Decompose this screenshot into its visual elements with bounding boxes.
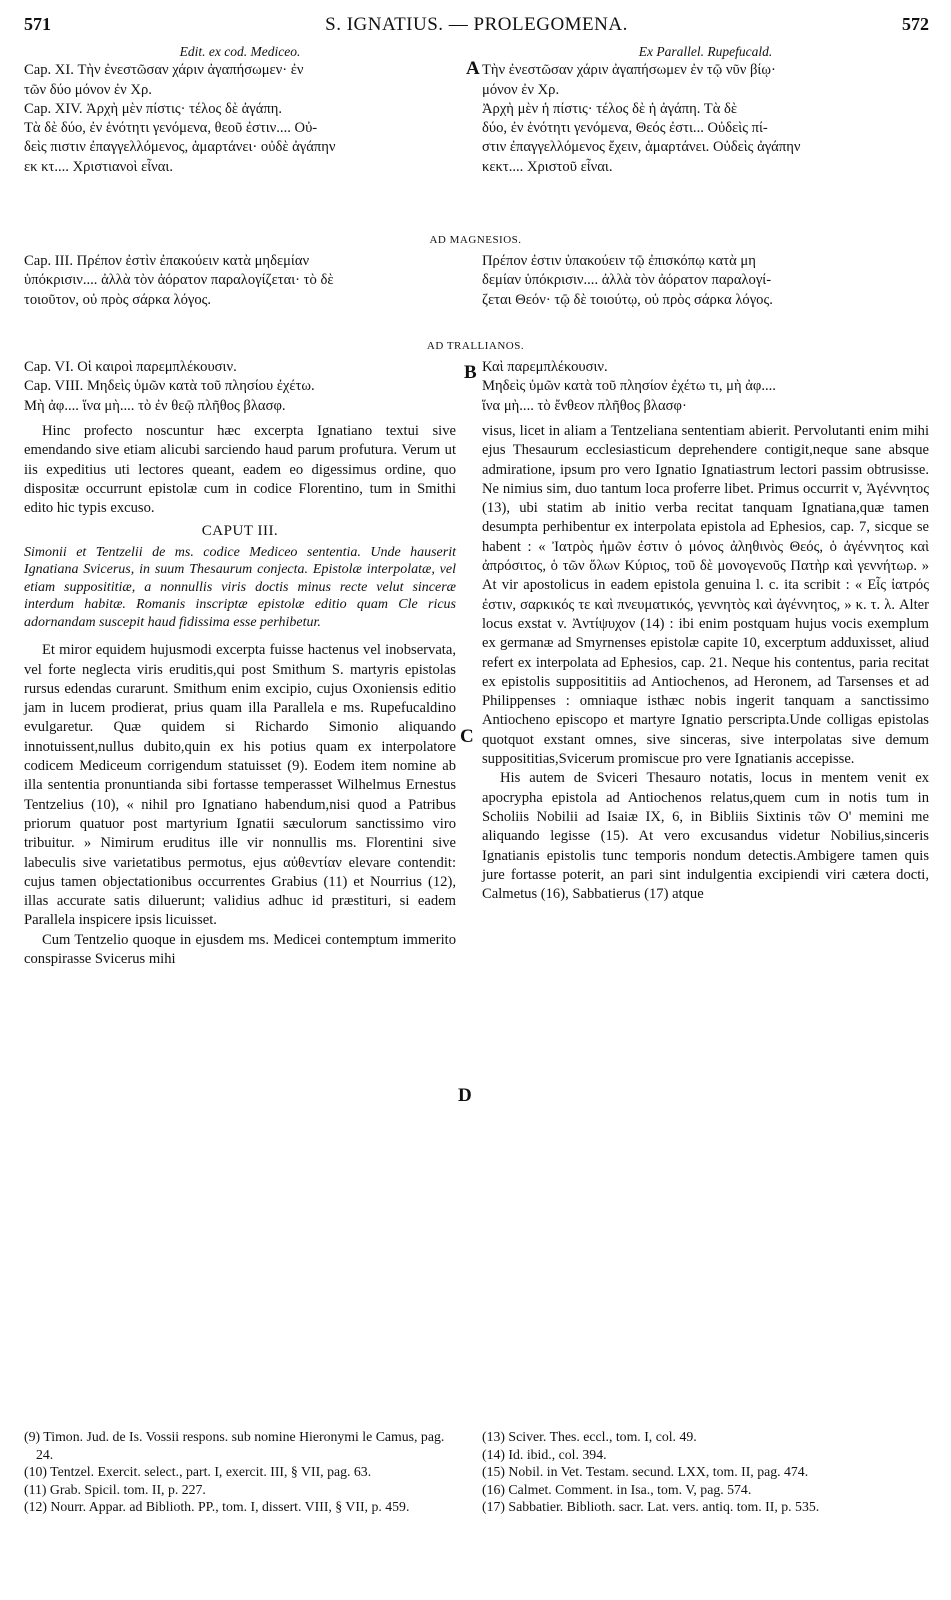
footnote: (11) Grab. Spicil. tom. II, p. 227. bbox=[24, 1481, 206, 1497]
footnote: (16) Calmet. Comment. in Isa., tom. V, pag. 574. bbox=[482, 1481, 752, 1497]
line: κεκτ.... Χριστοῦ εἶναι. bbox=[482, 158, 613, 175]
paragraph: Hinc profecto noscuntur hæc excerpta Ignatiano textui sive emendando sive etiam alicubi sarciendo haud parum profutura. Verum ut iis expeditius uti lectores queant, eadem eo digessimus ordine, quo dispositæ occurrunt epistolæ cum in codice Florentino, tum in Smithi edito hic typis excuso. bbox=[24, 423, 456, 517]
edit-heading-left: Edit. ex cod. Mediceo. bbox=[179, 44, 301, 59]
line: δύο, ἐν ἑνότητι γενόμενα, Θεός ἐστι... Οὐδεὶς πί- bbox=[482, 120, 768, 137]
footnote: (15) Nobil. in Vet. Testam. secund. LXX, tom. II, pag. 474. bbox=[482, 1464, 809, 1479]
footnotes-right bbox=[482, 1428, 929, 1516]
line: Τὴν ἐνεστῶσαν χάριν ἀγαπήσωμεν ἐν τῷ νῦν βίῳ· bbox=[482, 62, 776, 79]
line: Cap. III. Πρέπον ἐστὶν ἐπακούειν κατὰ μηδεμίαν bbox=[24, 253, 310, 269]
line: ἵνα μὴ.... τὸ ἔνθεον πλῆθος βλασφ· bbox=[482, 397, 687, 414]
footnote: (9) Timon. Jud. de Is. Vossii respons. sub nomine Hieronymi le Camus, pag. 24. bbox=[24, 1429, 445, 1462]
margin-marker-c: C bbox=[460, 726, 474, 747]
paragraph: Et miror equidem hujusmodi excerpta fuisse hactenus vel inobservata, vel forte neglecta viris eruditis,qui post Smithum S. martyris epistolas rursus edendas curarunt. Smithum enim excipio, cujus Oxoniensis editio jam in lucem prodierat, prius quam illa Parallela e ms. Rupefucaldino evulgaretur. Quæ quidem si Richardo Simonio aliquando innotuissent,nullus dubito,quin ex his potius quam ex interpolatore codicem Mediceum corrigendum statuisset (9). Eodem item nomine ab illa sententia pronuntianda sibi fortasse temperasset Wilhelmus Ernestus Tentzelius (10), « nihil pro Ignatiano habendum,nisi quod a Patribus priorum quatuor post martyrium Ignatii sæculorum sanctissimo viro tribuitur. » Nimirum eruditus ille vir nonnullis ms. Florentini sive labeculis sive varietatibus permotus, ejus αὐθεντίαν elevare contendit: cujus tamen objectationibus occurrentes Grabius (11) et Nourrius (12), illas accurate satis diluerunt; validius adhuc id præstituri, si eadem Parallela inspicere ipsis licuisset. bbox=[24, 642, 456, 929]
line: Μηδεὶς ὑμῶν κατὰ τοῦ πλησίον ἐχέτω τι, μὴ ἀφ.... bbox=[482, 378, 776, 395]
line: Καὶ παρεμπλέκουσιν. bbox=[482, 359, 608, 375]
margin-marker-b: B bbox=[464, 362, 477, 383]
line: ὑπόκρισιν.... ἀλλὰ τὸν ἀόρατον παραλογίζεται· τὸ δὲ bbox=[24, 272, 334, 289]
line: Τὰ δὲ δύο, ἐν ἑνότητι γενόμενα, θεοῦ ἐστιν.... Οὐ- bbox=[24, 120, 318, 137]
line: τῶν δύο μόνον ἐν Χρ. bbox=[24, 81, 152, 98]
line: τοιοῦτον, οὐ πρὸς σάρκα λόγος. bbox=[24, 291, 212, 308]
trallianos-left bbox=[24, 358, 456, 416]
edit-heading-right: Ex Parallel. Rupefucald. bbox=[638, 44, 773, 59]
paragraph: Cum Tentzelio quoque in ejusdem ms. Medicei contemptum immerito conspirasse Svicerus mihi bbox=[24, 931, 456, 968]
excerpt-mediceo bbox=[24, 42, 456, 177]
chapter-summary: Simonii et Tentzelii de ms. codice Mediceo sententia. Unde hauserit Ignatiana Svicerus, in suum Thesaurum conjecta. Epistolæ interpolatæ, vel etiam supposititiæ, a nonnullis viris doctis minus recte velut sinceræ interdum habitæ. Romanis inscriptæ epistolæ editio quam Cle ricus adornandam suscepit haud fidissima esse perhibetur. bbox=[24, 544, 456, 630]
line: δεμίαν ὑπόκρισιν.... ἀλλὰ τὸν ἀόρατον παραλογί- bbox=[482, 272, 772, 289]
page-number-left: 571 bbox=[24, 14, 51, 34]
line: Ἀρχὴ μὲν ἡ πίστις· τέλος δὲ ἡ ἀγάπη. Τὰ δὲ bbox=[482, 100, 738, 117]
left-body-column bbox=[24, 422, 456, 969]
right-body-column bbox=[482, 422, 929, 904]
line: εκ κτ.... Χριστιανοὶ εἶναι. bbox=[24, 158, 173, 175]
footnote: (13) Sciver. Thes. eccl., tom. I, col. 49. bbox=[482, 1429, 697, 1444]
running-header bbox=[24, 14, 929, 44]
footnote: (14) Id. ibid., col. 394. bbox=[482, 1446, 607, 1462]
trallianos-right bbox=[482, 358, 929, 416]
line: Cap. XI. Τὴν ἐνεστῶσαν χάριν ἀγαπήσωμεν· ἐν bbox=[24, 62, 304, 79]
margin-marker-a: A bbox=[466, 58, 480, 79]
footnote: (12) Nourr. Appar. ad Biblioth. PP., tom. I, dissert. VIII, § VII, p. 459. bbox=[24, 1499, 410, 1514]
paragraph: His autem de Sviceri Thesauro notatis, locus in mentem venit ex apocrypha epistola ad Antiochenos relatus,quem cum in notis tum in Scholiis Nobilii ad Isaiæ IX, 6, in Bibliis Sixtinis τῶν Ο' memini me aliquando legisse (15). At vero excusandus videtur Nobilius,sinceris Ignatianis epistolis tunc temporis nondum detectis.Ambigere tamen quis jure fortasse poterit, an pari sint indulgentia excipiendi viri cætera docti, Calmetus (16), Sabbatierus (17) atque bbox=[482, 770, 929, 903]
line: Cap. XIV. Ἀρχὴ μὲν πίστις· τέλος δὲ ἀγάπη. bbox=[24, 100, 283, 117]
line: μόνον ἐν Χρ. bbox=[482, 81, 560, 98]
section-ad-magnesios: AD MAGNESIOS. bbox=[429, 234, 522, 246]
footnote: (10) Tentzel. Exercit. select., part. I, exercit. III, § VII, pag. 63. bbox=[24, 1464, 372, 1479]
line: Cap. VI. Οἱ καιροὶ παρεμπλέκουσιν. bbox=[24, 359, 237, 375]
chapter-heading: CAPUT III. bbox=[201, 523, 279, 540]
margin-marker-d: D bbox=[458, 1085, 472, 1106]
page-number-right: 572 bbox=[902, 14, 929, 34]
line: ζεται Θεόν· τῷ δὲ τοιούτῳ, οὐ πρὸς σάρκα λόγος. bbox=[482, 291, 773, 308]
line: δεὶς πιστιν ἐπαγγελλόμενος, ἁμαρτάνει· οὐδὲ ἀγάπην bbox=[24, 139, 336, 156]
footnote: (17) Sabbatier. Biblioth. sacr. Lat. vers. antiq. tom. II, p. 535. bbox=[482, 1499, 820, 1514]
line: στιν ἐπαγγελλόμενος ἔχειν, ἁμαρτάνει. Οὐδεὶς ἀγάπην bbox=[482, 139, 801, 156]
excerpt-rupefucald bbox=[482, 42, 929, 177]
paragraph: visus, licet in aliam a Tentzeliana sententiam abierit. Pervolutanti enim mihi ejus Thesaurum ecclesiasticum deprehendere contigit,neque sane absque admiratione, ipsum pro vero Ignatio Ignatiastrum lectori passim obtrusisse. Ne nimius sim, duo tantum loca proferre libet. Primus occurrit v, Ἀγέννητος (13), ubi statim ab initio verba recitat tanquam Ignatiana,quæ tamen desumpta perhibentur ex interpolata epistola ad Ephesios, cap. 7, sicque se habent : « Ἰατρὸς ἡμῶν ἐστιν ὁ μόνος ἀληθινὸς Θεός, ὁ ἀγέννητος καὶ ἀπρόσιτος, ὁ τῶν ὅλων Κύριος, τοῦ δὲ μονογενοῦς Πατὴρ καὶ γεννήτωρ. » At vir apostolicus in eadem epistola genuina l. c. ita scribit : « Εἷς ἰατρός ἐστιν, σαρκικός τε καὶ πνευματικός, γεννητὸς καὶ ἀγέννητος, » κ. τ. λ. Alter locus exstat v. Ἀντίψυχον (14) : ibi enim postquam hujus vocis exemplum ex germanæ ad Smyrnenses epistolæ capite 10, excerptum adduxisset, aliud refert ex interpolata ad Ephesios, cap. 21. Neque his contentus, paria recitat ex epistolis supposititiis ad Antiochenos, ad Heronem, ad Tarsenses et ad Philippenses : omniaque isthæc nobis ingerit tanquam a sanctissimo Antiocheno episcopo et martyre Ignatio perscripta.Unde colligas epistolas quotquot exstant omnes, sive sinceras, sive interpolatas sive demum supposititias,Svicerum promiscue pro vere Ignatianis accepisse. bbox=[482, 423, 929, 768]
line: Cap. VIII. Μηδεὶς ὑμῶν κατὰ τοῦ πλησίου ἐχέτω. bbox=[24, 378, 315, 395]
running-title: S. IGNATIUS. — PROLEGOMENA. bbox=[325, 14, 628, 35]
section-ad-trallianos: AD TRALLIANOS. bbox=[426, 340, 525, 352]
magnesios-right bbox=[482, 252, 929, 310]
magnesios-left bbox=[24, 252, 456, 310]
line: Πρέπον ἐστιν ὑπακούειν τῷ ἐπισκόπῳ κατὰ μη bbox=[482, 253, 756, 269]
line: Μὴ ἀφ.... ἵνα μὴ.... τὸ ἐν θεῷ πλῆθος βλασφ. bbox=[24, 397, 286, 414]
footnotes-left bbox=[24, 1428, 456, 1516]
